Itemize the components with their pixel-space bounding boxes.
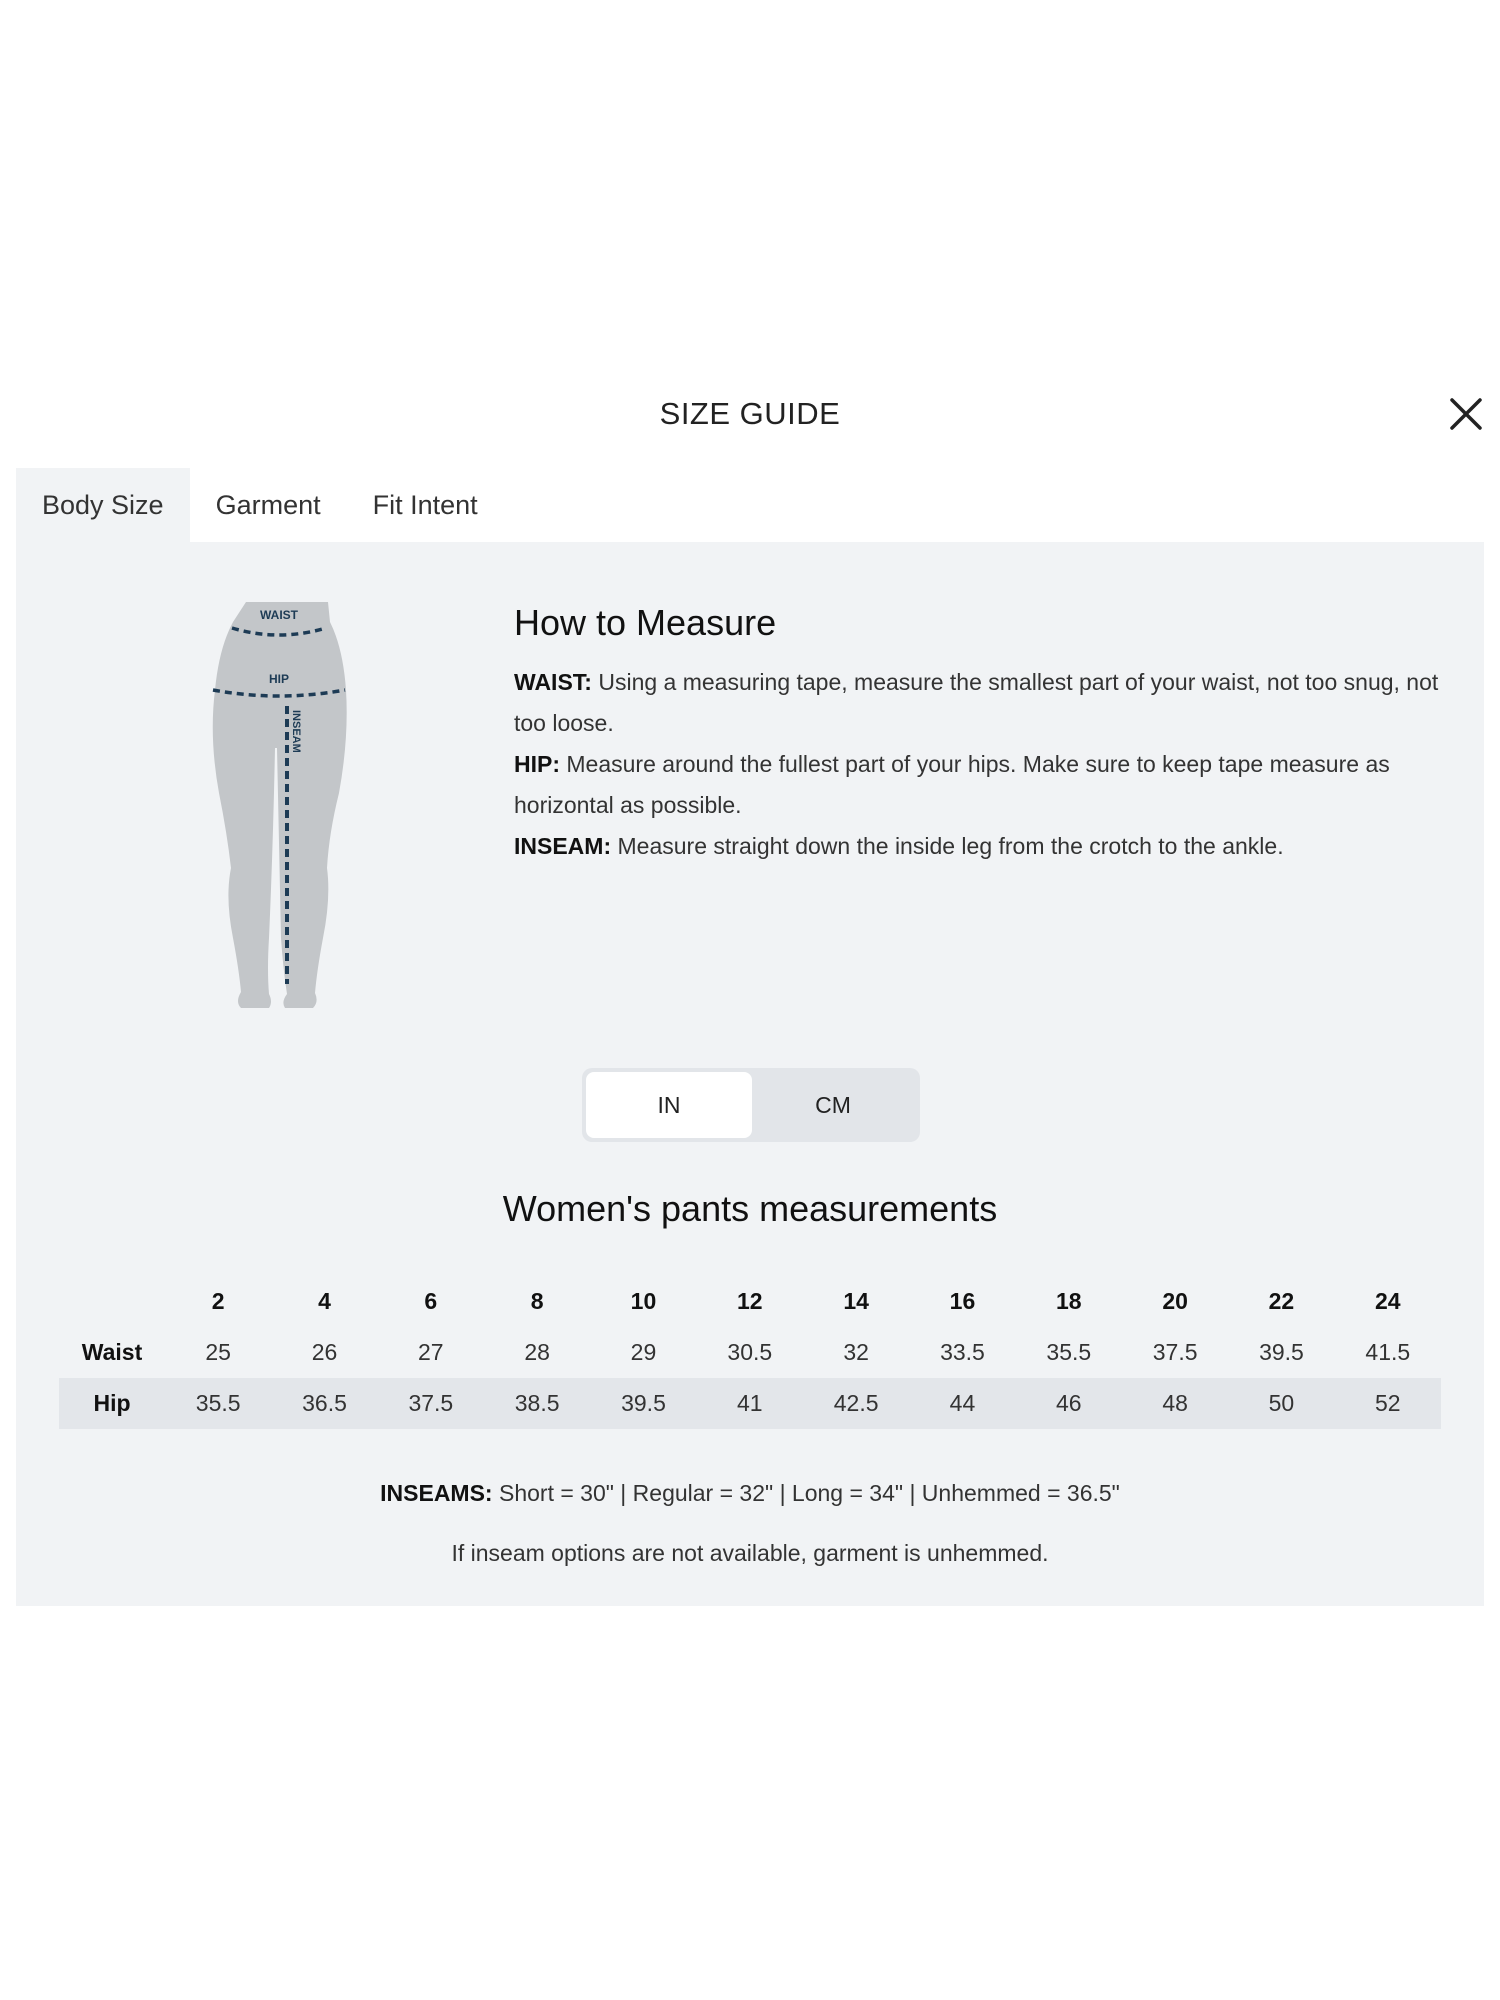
- tab-fit-intent[interactable]: Fit Intent: [372, 490, 478, 520]
- legs-silhouette: [213, 602, 347, 1008]
- hip-label: HIP: [268, 672, 290, 686]
- table-cell: 30.5: [727, 1339, 773, 1365]
- unit-in-button[interactable]: IN: [586, 1072, 752, 1138]
- row-label: Hip: [59, 1378, 165, 1429]
- size-header: 6: [424, 1288, 438, 1314]
- table-cell: 36.5: [271, 1378, 377, 1429]
- how-to-measure: [514, 598, 1444, 867]
- table-cell: 52: [1335, 1378, 1441, 1429]
- unhemmed-note: If inseam options are not available, garment is unhemmed.: [451, 1540, 1049, 1566]
- table-cell: 32: [843, 1339, 869, 1365]
- unit-cm-button[interactable]: CM: [815, 1092, 851, 1118]
- hip-instruction: HIP: Measure around the fullest part of your hips. Make sure to keep tape measure as horizontal as possible.: [514, 751, 1390, 818]
- inseams-info: INSEAMS: Short = 30" | Regular = 32" | Long = 34" | Unhemmed = 36.5": [380, 1480, 1120, 1506]
- size-header: 16: [949, 1288, 976, 1314]
- inseam-instruction: INSEAM: Measure straight down the inside leg from the crotch to the ankle.: [514, 833, 1284, 859]
- table-cell: 25: [205, 1339, 231, 1365]
- size-header-row: [59, 1276, 1441, 1327]
- size-header: 24: [1375, 1288, 1401, 1314]
- legs-measurement-illustration: [211, 598, 376, 1014]
- table-cell: 29: [630, 1339, 657, 1365]
- unit-toggle: [582, 1068, 920, 1142]
- table-cell: 39.5: [1259, 1339, 1304, 1365]
- table-cell: 35.5: [165, 1378, 271, 1429]
- table-cell: 37.5: [1152, 1339, 1198, 1365]
- size-header: 8: [530, 1288, 544, 1314]
- table-cell: 41.5: [1365, 1339, 1411, 1365]
- page-title: SIZE GUIDE: [659, 396, 841, 431]
- size-header: 14: [843, 1288, 869, 1314]
- waist-label: WAIST: [260, 608, 298, 622]
- waist-instruction: WAIST: Using a measuring tape, measure the smallest part of your waist, not too snug, not too loose.: [514, 669, 1439, 736]
- table-cell: 44: [909, 1378, 1015, 1429]
- table-cell: 38.5: [484, 1378, 590, 1429]
- table-row-hip: [59, 1378, 1441, 1429]
- tab-garment[interactable]: Garment: [215, 490, 321, 520]
- table-title: Women's pants measurements: [502, 1188, 998, 1229]
- table-row-waist: [59, 1327, 1441, 1378]
- table-cell: 42.5: [803, 1378, 909, 1429]
- tab-bar: [16, 468, 504, 542]
- size-header: 22: [1268, 1288, 1295, 1314]
- how-to-measure-heading: How to Measure: [514, 602, 777, 643]
- row-label: Waist: [81, 1339, 143, 1365]
- size-header: 18: [1055, 1288, 1082, 1314]
- table-cell: 48: [1122, 1378, 1228, 1429]
- table-cell: 39.5: [590, 1378, 696, 1429]
- size-header: 10: [630, 1288, 657, 1314]
- table-cell: 41: [697, 1378, 803, 1429]
- table-cell: 28: [524, 1339, 550, 1365]
- table-cell: 35.5: [1046, 1339, 1092, 1365]
- size-header: 12: [737, 1288, 763, 1314]
- table-cell: 27: [418, 1339, 444, 1365]
- size-header: 2: [211, 1288, 225, 1314]
- tab-body-size[interactable]: Body Size: [16, 468, 190, 542]
- body-size-panel: [16, 542, 1484, 1606]
- table-cell: 26: [311, 1339, 338, 1365]
- corner-cell: [59, 1276, 165, 1327]
- size-table: [59, 1276, 1441, 1429]
- size-header: 20: [1162, 1288, 1188, 1314]
- table-cell: 33.5: [940, 1339, 985, 1365]
- table-cell: 37.5: [378, 1378, 484, 1429]
- table-cell: 46: [1016, 1378, 1122, 1429]
- close-icon[interactable]: [1444, 392, 1488, 436]
- inseam-label: INSEAM: [290, 710, 302, 753]
- table-cell: 50: [1228, 1378, 1334, 1429]
- size-header: 4: [318, 1288, 331, 1314]
